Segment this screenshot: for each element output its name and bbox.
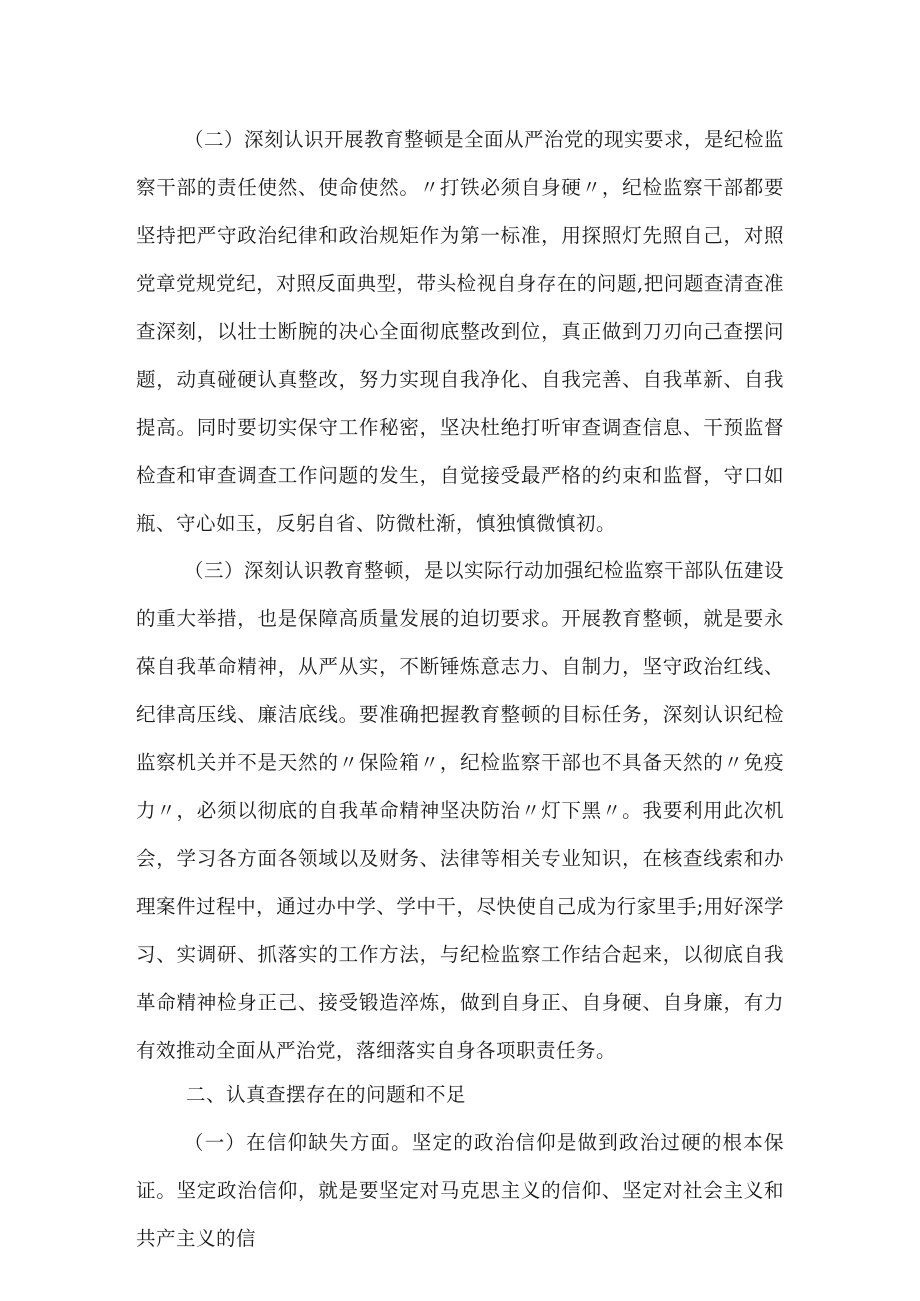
section-heading: 二、认真查摆存在的问题和不足 xyxy=(186,1083,467,1106)
paragraph-section-2-1: （一）在信仰缺失方面。坚定的政治信仰是做到政治过硬的根本保证。坚定政治信仰，就是要坚定对马克思主义的信仰、坚定对社会主义和共产主义的信 xyxy=(136,1131,784,1250)
paragraph-3: （三）深刻认识教育整顿，是以实际行动加强纪检监察干部队伍建设的重大举措，也是保障高质量发展的迫切要求。开展教育整顿，就是要永葆自我革命精神，从严从实，不断锤炼意志力、自制力，坚守政治红线、纪律高压线、廉洁底线。要准确把握教育整顿的目标任务，深刻认识纪检监察机关并不是天然的〃保险箱〃，纪检监察干部也不具备天然的〃免疫力〃，必须以彻底的自我革命精神坚决防治〃灯下黑〃。我要利用此次机会，学习各方面各领域以及财务、法律等相关专业知识，在核查线索和办理案件过程中，通过办中学、学中干，尽快使自己成为行家里手;用好深学习、实调研、抓落实的工作方法，与纪检监察工作结合起来，以彻底自我革命精神检身正己、接受锻造淬炼，做到自身正、自身硬、自身廉，有力有效推动全面从严治党，落细落实自身各项职责任务。 xyxy=(136,559,785,1062)
paragraph-2: （二）深刻认识开展教育整顿是全面从严治党的现实要求，是纪检监察干部的责任使然、使命使然。〃打铁必须自身硬〃，纪检监察干部都要坚持把严守政治纪律和政治规矩作为第一标准，用探照灯先照自己，对照党章党规党纪，对照反面典型，带头检视自身存在的问题,把问题查清查准查深刻，以壮士断腕的决心全面彻底整改到位，真正做到刀刃向己查摆问题，动真碰硬认真整改，努力实现自我净化、自我完善、自我革新、自我提高。同时要切实保守工作秘密，坚决杜绝打听审查调查信息、干预监督检查和审查调查工作问题的发生，自觉接受最严格的约束和监督，守口如瓶、守心如玉，反躬自省、防微杜渐，慎独慎微慎初。 xyxy=(136,128,785,535)
